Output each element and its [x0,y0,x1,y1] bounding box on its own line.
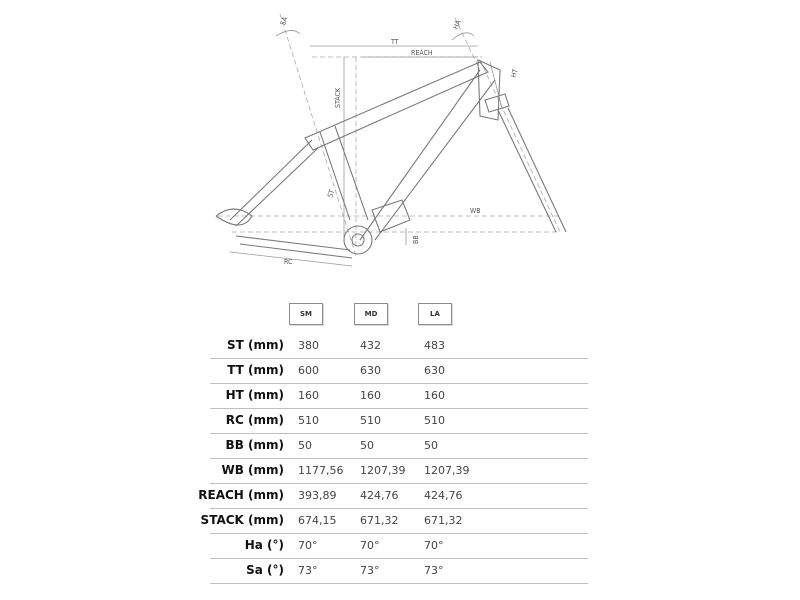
table-row [198,483,588,509]
size-header-md: MD [354,303,388,325]
st-label: ST [326,188,337,199]
table-row [210,358,588,384]
row-label: TT (mm) [227,363,284,377]
tt-label: TT [391,38,399,46]
cell-la: 671,32 [424,514,463,527]
cell-sm: 674,15 [298,514,337,527]
table-row [210,433,588,459]
cell-la: 630 [424,364,445,377]
cell-md: 630 [360,364,381,377]
cell-sm: 380 [298,339,319,352]
cell-sm: 160 [298,389,319,402]
rc-label: RC [284,258,293,266]
row-label: ST (mm) [227,338,284,352]
cell-sm: 510 [298,414,319,427]
cell-sm: 70° [298,539,318,552]
row-label: BB (mm) [225,438,284,452]
cell-sm: 393,89 [298,489,337,502]
reach-label: REACH [411,49,433,57]
cell-md: 70° [360,539,380,552]
cell-md: 671,32 [360,514,399,527]
table-row [210,383,588,409]
cell-sm: 1177,56 [298,464,344,477]
cell-la: 483 [424,339,445,352]
cell-md: 73° [360,564,380,577]
row-label: REACH (mm) [198,488,284,502]
table-row [210,408,588,434]
wb-label: WB [470,207,481,215]
stack-label: STACK [334,87,342,108]
ht-label: HT [509,68,520,79]
table-row [200,508,588,534]
row-label: RC (mm) [225,413,284,427]
size-header-la: LA [418,303,452,325]
cell-md: 50 [360,439,374,452]
cell-md: 424,76 [360,489,399,502]
cell-md: 1207,39 [360,464,406,477]
cell-la: 160 [424,389,445,402]
cell-sm: 50 [298,439,312,452]
ha-label: HA [451,19,463,31]
cell-la: 70° [424,539,444,552]
cell-la: 73° [424,564,444,577]
cell-sm: 600 [298,364,319,377]
size-header-sm: SM [289,303,323,325]
cell-la: 510 [424,414,445,427]
row-label: Sa (°) [246,563,284,577]
cell-md: 432 [360,339,381,352]
table-row [210,533,588,559]
cell-md: 510 [360,414,381,427]
cell-la: 50 [424,439,438,452]
row-label: WB (mm) [221,463,284,477]
table-row [210,458,588,484]
bb-label: BB [412,235,420,244]
table-row [210,333,588,359]
cell-md: 160 [360,389,381,402]
cell-la: 424,76 [424,489,463,502]
sa-label: SA [278,15,290,27]
row-label: HT (mm) [225,388,284,402]
cell-la: 1207,39 [424,464,470,477]
row-label: Ha (°) [244,538,284,552]
row-label: STACK (mm) [200,513,284,527]
table-row [210,558,588,584]
cell-sm: 73° [298,564,318,577]
